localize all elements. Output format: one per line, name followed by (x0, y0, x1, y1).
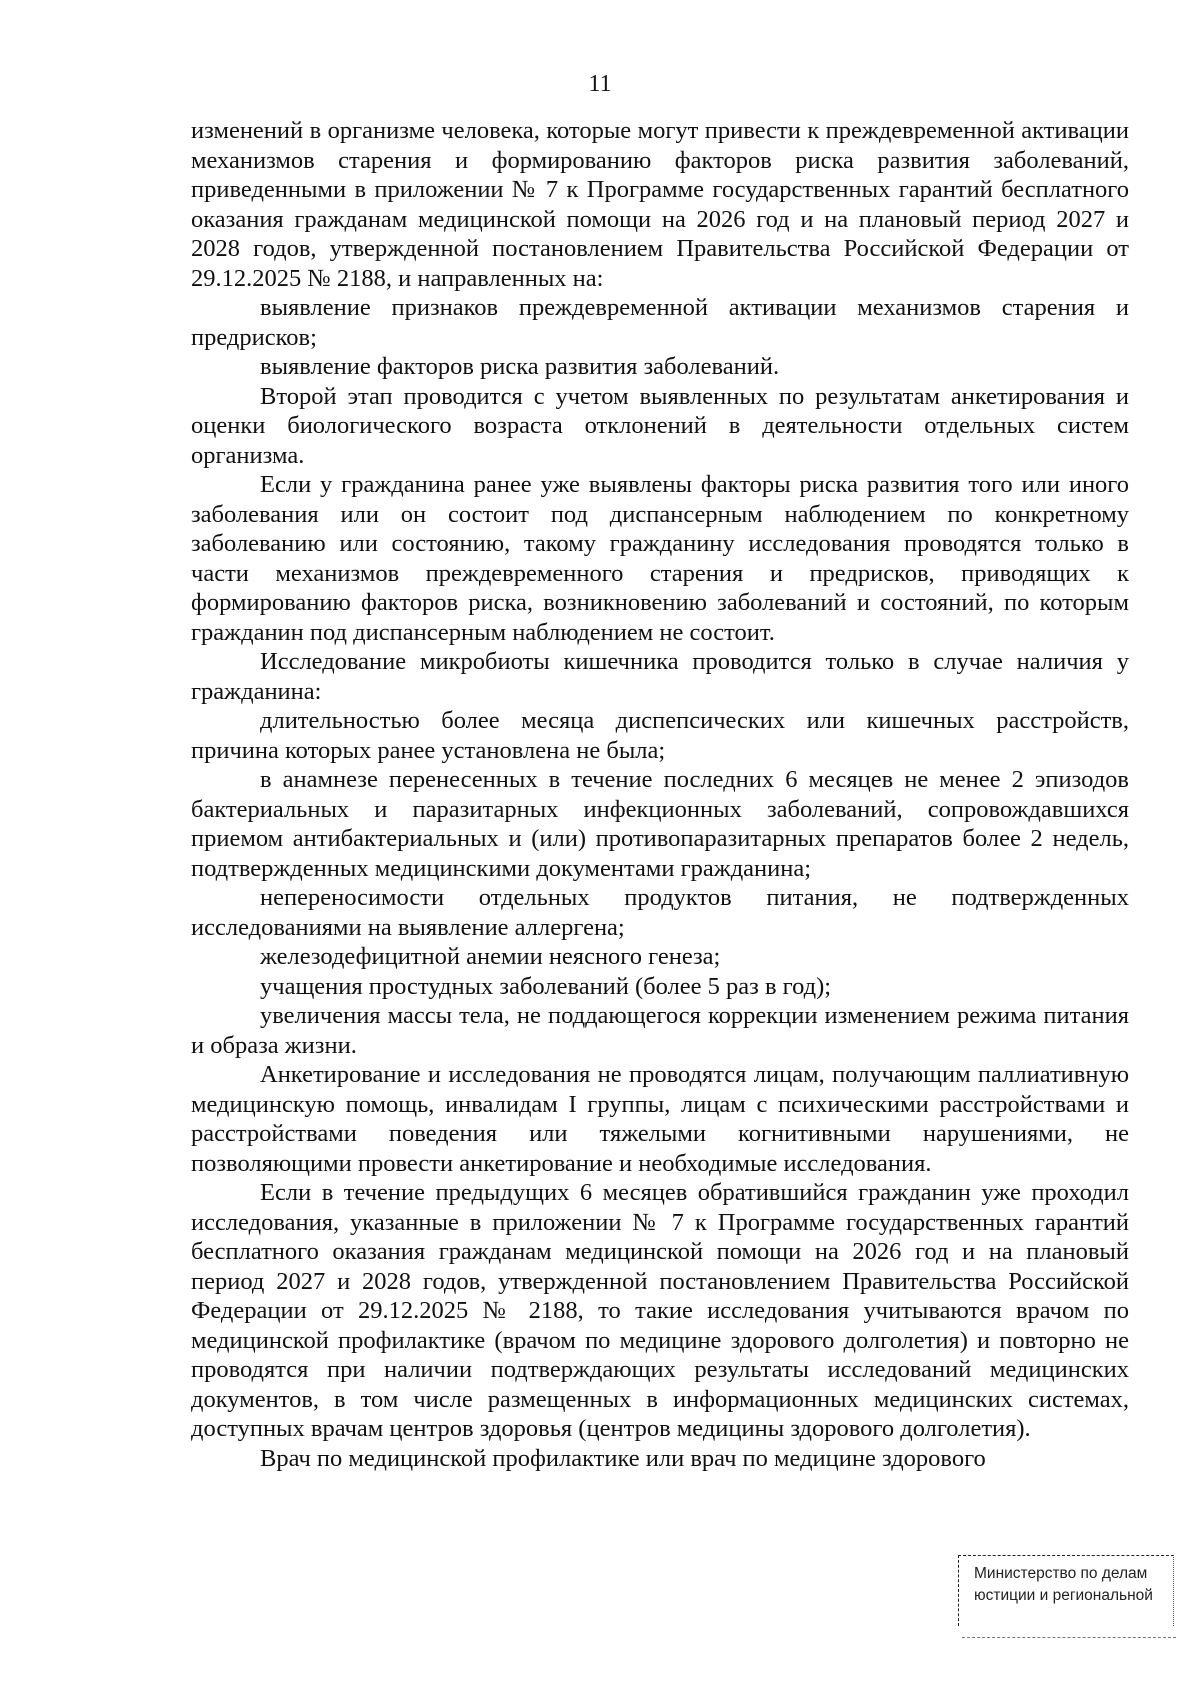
stamp-line: юстиции и региональной (974, 1587, 1153, 1604)
paragraph: в анамнезе перенесенных в течение последних 6 месяцев не менее 2 эпизодов бактериальных и паразитарных инфекционных заболеваний, сопровождавшихся приемом антибактериальных и (или) противопаразитарных препаратов более 2 недель, подтвержденных медицинскими документами гражданина; (191, 766, 1129, 882)
paragraph: непереносимости отдельных продуктов питания, не подтвержденных исследованиями на выявление аллергена; (191, 884, 1129, 941)
paragraph: Анкетирование и исследования не проводятся лицам, получающим паллиативную медицинскую помощь, инвалидам I группы, лицам с психическими расстройствами и расстройствами поведения или тяжелыми когнитивными нарушениями, не позволяющими провести анкетирование и необходимые исследования. (191, 1061, 1129, 1177)
paragraph: Если в течение предыдущих 6 месяцев обратившийся гражданин уже проходил исследования, указанные в приложении № 7 к Программе государственных гарантий бесплатного оказания гражданам медицинской помощи на 2026 год и на плановый период 2027 и 2028 годов, утвержденной постановлением Правительства Российской Федерации от 29.12.2025 № 2188, то такие исследования учитываются врачом по медицинской профилактике (врачом по медицине здорового долголетия) и повторно не проводятся при наличии подтверждающих результаты исследований медицинских документов, в том числе размещенных в информационных медицинских системах, доступных врачам центров здоровья (центров медицины здорового долголетия). (191, 1179, 1129, 1442)
paragraph: Исследование микробиоты кишечника проводится только в случае наличия у гражданина: (191, 648, 1129, 705)
paragraph: изменений в организме человека, которые могут привести к преждевременной активации механизмов старения и формированию факторов риска развития заболеваний, приведенными в приложении № 7 к Программе государственных гарантий бесплатного оказания гражданам медицинской помощи на 2026 год и на плановый период 2027 и 2028 годов, утвержденной постановлением Правительства Российской Федерации от 29.12.2025 № 2188, и направленных на: (191, 117, 1129, 292)
paragraph: увеличения массы тела, не поддающегося коррекции изменением режима питания и образа жизни. (191, 1002, 1129, 1059)
paragraph: железодефицитной анемии неясного генеза; (260, 943, 721, 970)
paragraph: Второй этап проводится с учетом выявленных по результатам анкетирования и оценки биологического возраста отклонений в деятельности отдельных систем организма. (191, 382, 1129, 469)
paragraph: Врач по медицинской профилактике или врач по медицине здорового (260, 1444, 986, 1472)
stamp-line: Министерство по делам (974, 1565, 1148, 1582)
paragraph: выявление признаков преждевременной активации механизмов старения и предрисков; (191, 294, 1129, 351)
page-number: 11 (588, 71, 612, 97)
stamp-divider (962, 1637, 1176, 1638)
paragraph: выявление факторов риска развития заболеваний. (260, 353, 780, 380)
paragraph: длительностью более месяца диспепсических или кишечных расстройств, причина которых ранее установлена не была; (191, 707, 1129, 764)
registration-stamp (958, 1555, 1178, 1643)
paragraph: учащения простудных заболеваний (более 5 раз в год); (260, 972, 832, 1000)
paragraph: Если у гражданина ранее уже выявлены факторы риска развития того или иного заболевания или он состоит под диспансерным наблюдением по конкретному заболеванию или состоянию, такому гражданину исследования проводятся только в части механизмов преждевременного старения и предрисков, приводящих к формированию факторов риска, возникновению заболеваний и состояний, по которым гражданин под диспансерным наблюдением не состоит. (191, 471, 1129, 646)
document-body (191, 116, 1129, 1473)
